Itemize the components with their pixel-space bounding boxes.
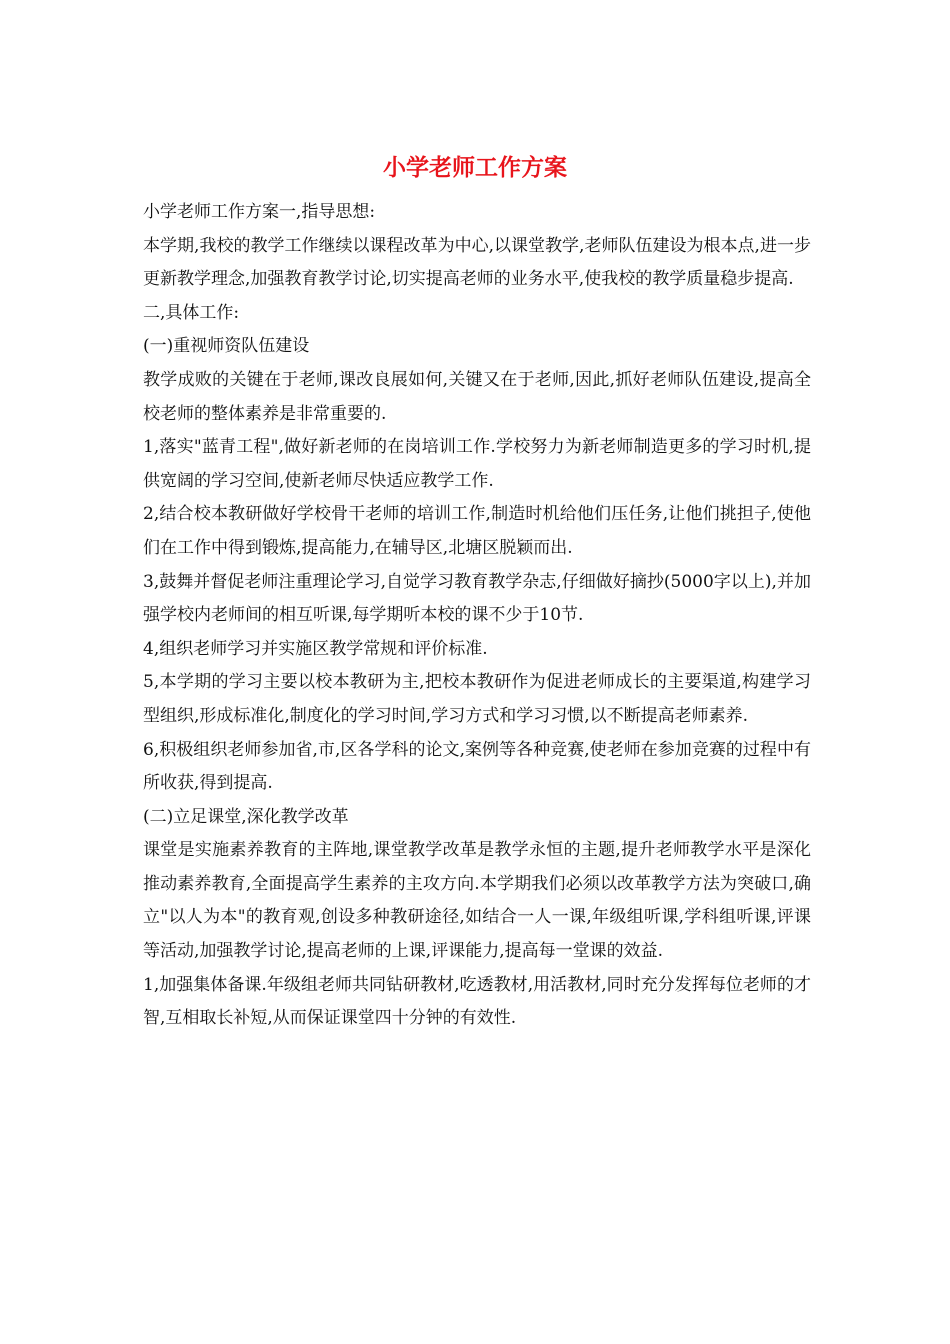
paragraph-section-1-heading: (一)重视师资队伍建设: [143, 336, 310, 357]
document-title: 小学老师工作方案: [383, 154, 567, 181]
paragraph-item-1: 1,落实"蓝青工程",做好新老师的在岗培训工作.学校努力为新老师制造更多的学习时机,提供宽阔的学习空间,使新老师尽快适应教学工作.: [143, 437, 811, 491]
paragraph-guiding-heading: 小学老师工作方案一,指导思想:: [143, 202, 376, 222]
paragraph-section-1-intro: 教学成败的关键在于老师,课改良展如何,关键又在于老师,因此,抓好老师队伍建设,提高全校老师的整体素养是非常重要的.: [143, 369, 811, 424]
paragraph-work-heading: 二,具体工作:: [143, 302, 240, 323]
paragraph-guiding-text: 本学期,我校的教学工作继续以课程改革为中心,以课堂教学,老师队伍建设为根本点,进一步更新教学理念,加强教育教学讨论,切实提高老师的业务水平,使我校的教学质量稳步提高.: [143, 235, 811, 290]
paragraph-item-4: 4,组织老师学习并实施区教学常规和评价标准.: [143, 638, 488, 659]
paragraph-section-2-item-1: 1,加强集体备课.年级组老师共同钻研教材,吃透教材,用活教材,同时充分发挥每位老师的才智,互相取长补短,从而保证课堂四十分钟的有效性.: [143, 974, 811, 1029]
paragraph-section-2-intro: 课堂是实施素养教育的主阵地,课堂教学改革是教学永恒的主题,提升老师教学水平是深化推动素养教育,全面提高学生素养的主攻方向.本学期我们必须以改革教学方法为突破口,确立"以人为本"的教育观,创设多种教研途径,如结合一人一课,年级组听课,学科组听课,评课等活动,加强教学讨论,提高老师的上课,评课能力,提高每一堂课的效益.: [143, 840, 811, 962]
paragraph-item-3: 3,鼓舞并督促老师注重理论学习,自觉学习教育教学杂志,仔细做好摘抄(5000字以上),并加强学校内老师间的相互听课,每学期听本校的课不少于10节.: [143, 571, 811, 626]
paragraph-section-2-heading: (二)立足课堂,深化教学改革: [143, 806, 349, 827]
document-body: [143, 196, 811, 1036]
paragraph-item-6: 6,积极组织老师参加省,市,区各学科的论文,案例等各种竞赛,使老师在参加竞赛的过程中有所收获,得到提高.: [143, 739, 811, 794]
paragraph-item-5: 5,本学期的学习主要以校本教研为主,把校本教研作为促进老师成长的主要渠道,构建学习型组织,形成标准化,制度化的学习时间,学习方式和学习习惯,以不断提高老师素养.: [143, 672, 811, 726]
paragraph-item-2: 2,结合校本教研做好学校骨干老师的培训工作,制造时机给他们压任务,让他们挑担子,使他们在工作中得到锻炼,提高能力,在辅导区,北塘区脱颖而出.: [143, 504, 811, 558]
